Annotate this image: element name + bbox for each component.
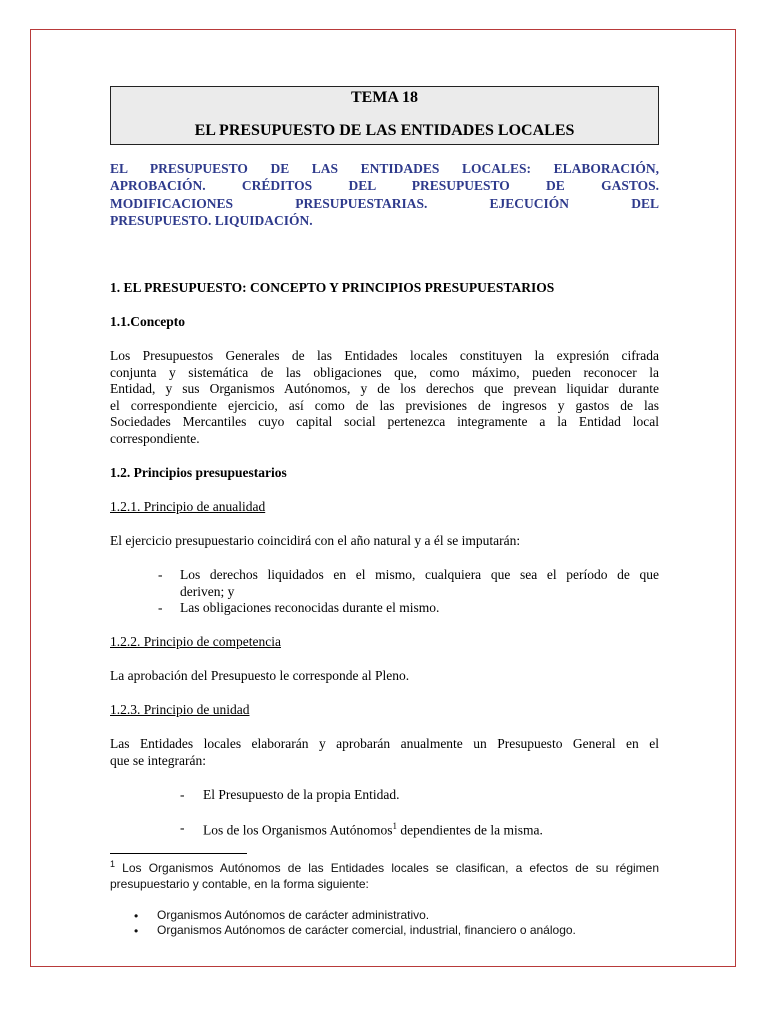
footnote-text: Los Organismos Autónomos de las Entidades locales se clasifican, a efectos de su régimen <box>115 861 659 875</box>
footnote-bullet-item: Organismos Autónomos de carácter comercial, industrial, financiero o análogo. <box>157 923 576 937</box>
subsection-heading-principios: 1.2. Principios presupuestarios <box>110 465 287 480</box>
summary-line: APROBACIÓN. CRÉDITOS DEL PRESUPUESTO DE GASTOS. <box>110 178 659 194</box>
list-item-line: Los derechos liquidados en el mismo, cualquiera que sea el período de que <box>180 567 659 582</box>
list-item: El Presupuesto de la propia Entidad. <box>203 787 400 802</box>
summary-line: MODIFICACIONES PRESUPUESTARIAS. EJECUCIÓN DEL <box>110 195 659 211</box>
paragraph-line: Sociedades Mercantiles cuyo capital social pertenezca integramente a la Entidad local <box>110 414 659 430</box>
footnote <box>110 856 659 892</box>
topic-summary <box>110 160 659 229</box>
topic-number: TEMA 18 <box>350 89 419 106</box>
bullet-dot: • <box>134 924 139 938</box>
paragraph-line: el correspondiente ejercicio, así como de las previsiones de ingresos y gastos de las <box>110 397 659 413</box>
paragraph-line: Las Entidades locales elaborarán y aprobarán anualmente un Presupuesto General en el <box>110 736 659 751</box>
list-item-text: dependientes de la misma. <box>397 822 543 838</box>
dash-bullet: - <box>180 787 185 802</box>
footnote-line <box>110 856 659 876</box>
heading-competencia: 1.2.2. Principio de competencia <box>110 634 281 649</box>
unidad-intro <box>110 736 659 769</box>
paragraph-line: que se integrarán: <box>110 752 206 768</box>
dash-bullet: - <box>158 600 163 615</box>
list-item-line: deriven; y <box>180 583 235 599</box>
concepto-paragraph <box>110 348 659 448</box>
dash-bullet: - <box>158 567 163 582</box>
footnote-reference[interactable]: 1 <box>392 821 398 831</box>
list-item <box>203 818 543 839</box>
list-item: Las obligaciones reconocidas durante el mismo. <box>180 600 440 615</box>
footnote-bullet-item: Organismos Autónomos de carácter administrativo. <box>157 908 430 922</box>
competencia-text: La aprobación del Presupuesto le corresponde al Pleno. <box>110 668 410 683</box>
section-heading: 1. EL PRESUPUESTO: CONCEPTO Y PRINCIPIOS PRESUPUESTARIOS <box>110 280 555 295</box>
paragraph-line: Los Presupuestos Generales de las Entidades locales constituyen la expresión cifrada <box>110 348 659 363</box>
list-item <box>180 567 659 600</box>
bullet-dot: • <box>134 909 139 923</box>
footnote-line: presupuestario y contable, en la forma siguiente: <box>110 877 369 891</box>
heading-unidad: 1.2.3. Principio de unidad <box>110 702 250 717</box>
footnote-separator <box>110 853 247 854</box>
paragraph-line: correspondiente. <box>110 430 200 446</box>
anualidad-intro: El ejercicio presupuestario coincidirá con el año natural y a él se imputarán: <box>110 533 521 548</box>
paragraph-line: conjunta y sistemática de las obligaciones que, como máximo, pueden reconocer la <box>110 364 659 380</box>
paragraph-line: Entidad, y sus Organismos Autónomos, y de los derechos que prevean liquidar durante <box>110 381 659 397</box>
heading-anualidad: 1.2.1. Principio de anualidad <box>110 499 266 514</box>
dash-bullet: - <box>180 820 185 835</box>
subsection-heading-concepto: 1.1.Concepto <box>110 314 185 329</box>
list-item-text: Los de los Organismos Autónomos <box>203 822 393 838</box>
summary-line: EL PRESUPUESTO DE LAS ENTIDADES LOCALES: ELABORACIÓN, <box>110 161 659 176</box>
title-box <box>110 86 659 145</box>
topic-title: EL PRESUPUESTO DE LAS ENTIDADES LOCALES <box>194 122 575 139</box>
footnote-marker: 1 <box>110 859 116 869</box>
summary-line: PRESUPUESTO. LIQUIDACIÓN. <box>110 212 313 228</box>
